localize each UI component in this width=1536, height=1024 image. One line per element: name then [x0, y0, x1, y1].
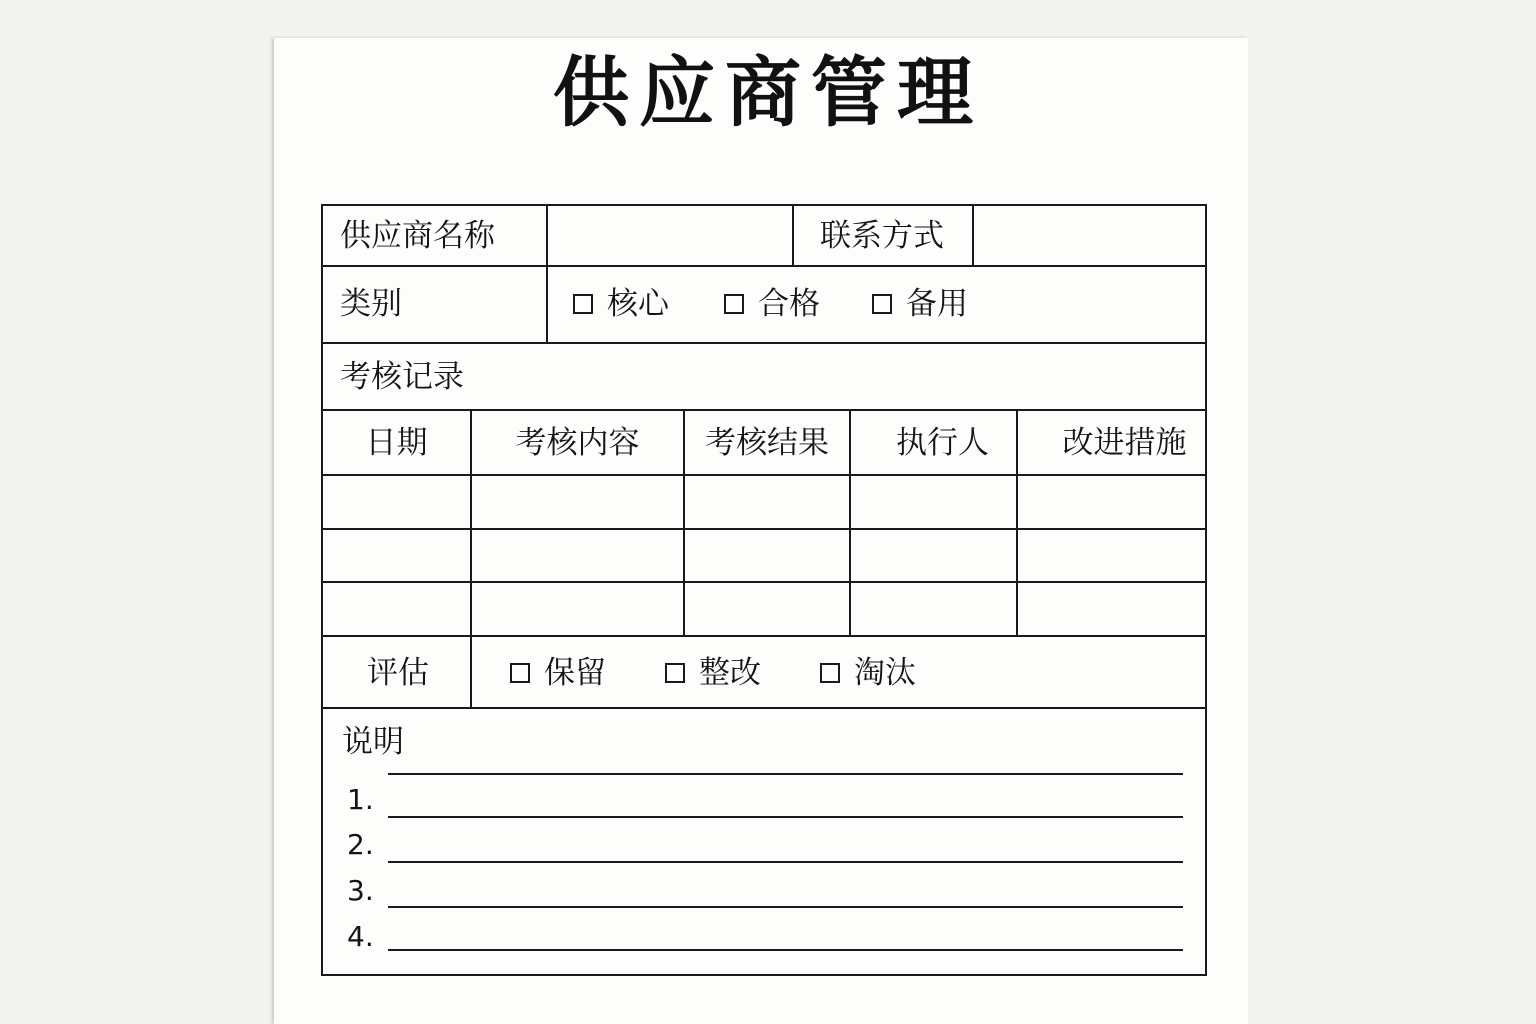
category-option-label: 备用 [906, 286, 968, 322]
row-divider-3 [321, 409, 1207, 411]
evaluation-label: 评估 [367, 655, 429, 691]
table-row [323, 476, 1205, 528]
category-option-core[interactable] [573, 284, 669, 324]
checkbox-icon[interactable] [665, 663, 685, 683]
evaluation-option-label: 保留 [544, 655, 606, 691]
note-line-3[interactable] [388, 906, 1183, 908]
checkbox-icon[interactable] [820, 663, 840, 683]
records-section-label: 考核记录 [340, 359, 464, 395]
table-cell[interactable] [685, 476, 849, 528]
page-title: 供应商管理 [553, 48, 983, 137]
category-label: 类别 [340, 286, 402, 322]
table-cell[interactable] [323, 583, 470, 635]
row-divider-2 [321, 342, 1207, 344]
table-cell[interactable] [851, 476, 1016, 528]
table-cell[interactable] [685, 583, 849, 635]
evaluation-option-retain[interactable] [510, 653, 606, 693]
notes-label: 说明 [342, 724, 404, 760]
notes-writing-line[interactable] [388, 773, 1183, 775]
note-number: 3. [347, 874, 374, 907]
note-number: 1. [347, 783, 374, 816]
note-number: 2. [347, 828, 374, 861]
checkbox-icon[interactable] [510, 663, 530, 683]
evaluation-option-label: 整改 [699, 655, 761, 691]
category-option-backup[interactable] [872, 284, 968, 324]
checkbox-icon[interactable] [573, 294, 593, 314]
table-row [323, 583, 1205, 635]
column-header-content: 考核内容 [515, 425, 640, 461]
category-option-label: 合格 [758, 286, 820, 322]
table-cell[interactable] [323, 530, 470, 581]
col-divider-name [546, 204, 548, 343]
evaluation-option-label: 淘汰 [854, 655, 916, 691]
table-cell[interactable] [472, 583, 683, 635]
contact-label: 联系方式 [820, 218, 944, 254]
category-option-label: 核心 [607, 286, 669, 322]
row-divider-8 [321, 707, 1207, 709]
table-cell[interactable] [1018, 476, 1205, 528]
note-line-2[interactable] [388, 861, 1183, 863]
checkbox-icon[interactable] [724, 294, 744, 314]
note-number: 4. [347, 920, 374, 953]
note-line-1[interactable] [388, 816, 1183, 818]
table-cell[interactable] [472, 530, 683, 581]
contact-field[interactable] [976, 207, 1204, 263]
table-cell[interactable] [1018, 583, 1205, 635]
supplier-name-field[interactable] [550, 207, 790, 263]
row-divider-7 [321, 635, 1207, 637]
table-cell[interactable] [323, 476, 470, 528]
column-header-executor: 执行人 [896, 425, 989, 461]
table-row [323, 530, 1205, 581]
col-divider-contact-left [792, 204, 794, 266]
checkbox-icon[interactable] [872, 294, 892, 314]
column-header-result: 考核结果 [705, 425, 829, 461]
evaluation-option-eliminate[interactable] [820, 653, 916, 693]
supplier-name-label: 供应商名称 [340, 218, 495, 254]
column-header-date: 日期 [365, 425, 428, 461]
evaluation-option-rectify[interactable] [665, 653, 761, 693]
table-cell[interactable] [685, 530, 849, 581]
table-cell[interactable] [472, 476, 683, 528]
table-cell[interactable] [851, 530, 1016, 581]
column-header-improvement: 改进措施 [1062, 425, 1187, 461]
table-cell[interactable] [851, 583, 1016, 635]
col-divider-contact-right [972, 204, 974, 266]
table-cell[interactable] [1018, 530, 1205, 581]
note-line-4[interactable] [388, 949, 1183, 951]
category-option-qualified[interactable] [724, 284, 820, 324]
row-divider-1 [321, 265, 1207, 267]
